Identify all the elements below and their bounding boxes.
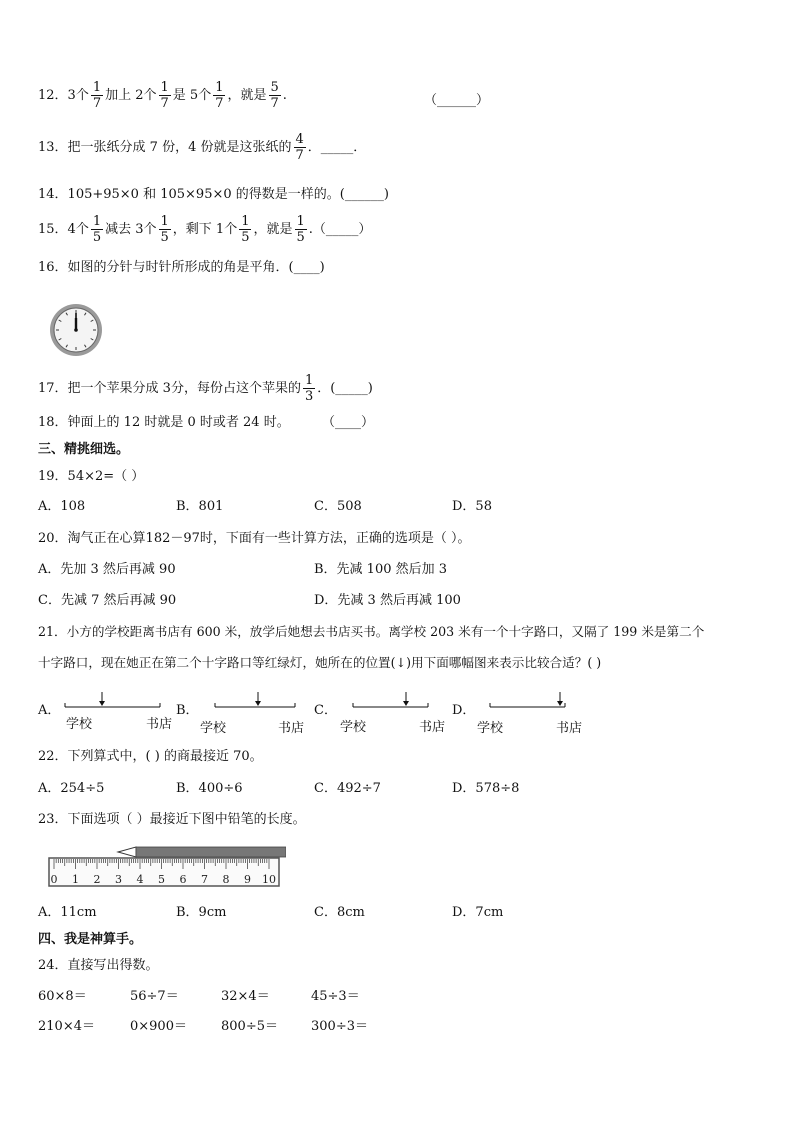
ruler-tick-label: 4 bbox=[136, 873, 144, 886]
q24-item: 45÷3＝ bbox=[311, 989, 360, 1004]
q20-option-d[interactable]: D．先减 3 然后再减 100 bbox=[314, 593, 461, 608]
q23-text: 下面选项（ ）最接近下图中铅笔的长度。 bbox=[67, 812, 306, 827]
q17-text: 把一个苹果分成 3分，每份占这个苹果的 bbox=[67, 381, 301, 396]
numerator: 4 bbox=[295, 132, 304, 147]
q21-c-school-label: 学校 bbox=[340, 720, 367, 735]
q12-text: ，就是 bbox=[227, 88, 267, 103]
q19-option-d[interactable]: D．58 bbox=[452, 499, 492, 514]
numerator: 1 bbox=[160, 214, 169, 229]
q15-text: 4个 bbox=[67, 222, 89, 237]
q12-text: 是 5个 bbox=[172, 88, 212, 103]
ruler-tick-label: 10 bbox=[262, 873, 276, 886]
question-14 bbox=[38, 186, 389, 204]
q20-text: 淘气正在心算182－97时，下面有一些计算方法，正确的选项是（ ）。 bbox=[67, 531, 471, 546]
q23-option-c[interactable]: C．8cm bbox=[314, 905, 365, 920]
denominator: 7 bbox=[295, 148, 304, 163]
ruler-tick-label: 8 bbox=[222, 873, 230, 886]
q21-diagram-a bbox=[60, 690, 170, 710]
q15-text: ，就是 bbox=[253, 222, 293, 237]
q24-item: 210×4＝ bbox=[38, 1019, 95, 1034]
q15-text: 减去 3个 bbox=[105, 222, 157, 237]
q21-option-a[interactable]: A． bbox=[38, 703, 61, 718]
q18-number: 18． bbox=[38, 415, 68, 430]
q21-c-store-label: 书店 bbox=[419, 720, 446, 735]
q21-diagram-d bbox=[485, 690, 595, 710]
q12-number: 12． bbox=[38, 88, 68, 103]
q17-number: 17． bbox=[38, 381, 68, 396]
q13-text: 把一张纸分成 7 份，4 份就是这张纸的 bbox=[67, 140, 292, 155]
question-21 bbox=[38, 623, 704, 641]
q18-text: 钟面上的 12 时就是 0 时或者 24 时。 bbox=[67, 415, 290, 430]
q16-number: 16． bbox=[38, 260, 68, 275]
arrow-down-icon bbox=[255, 701, 261, 706]
denominator: 5 bbox=[241, 230, 250, 245]
q12-text: 加上 2个 bbox=[105, 88, 157, 103]
q24-number: 24． bbox=[38, 958, 68, 973]
fraction bbox=[239, 214, 251, 245]
fraction bbox=[269, 80, 281, 111]
question-18 bbox=[38, 414, 290, 432]
question-12 bbox=[38, 80, 287, 111]
section-4-heading: 四、我是神算手。 bbox=[38, 932, 143, 947]
q22-text: 下列算式中，( ) 的商最接近 70。 bbox=[67, 749, 263, 764]
q20-number: 20． bbox=[38, 531, 68, 546]
q16-text: 如图的分针与时针所形成的角是平角．(____) bbox=[67, 260, 325, 275]
denominator: 7 bbox=[215, 96, 224, 111]
q15-number: 15． bbox=[38, 222, 68, 237]
ruler-tick-label: 6 bbox=[179, 873, 187, 886]
question-17 bbox=[38, 373, 373, 404]
numerator: 1 bbox=[92, 80, 102, 95]
ruler-with-pencil bbox=[46, 844, 286, 888]
q15-text: .（_____） bbox=[308, 222, 372, 237]
fraction bbox=[159, 80, 171, 111]
q21-diagram-c bbox=[348, 690, 458, 710]
question-20 bbox=[38, 530, 471, 548]
ruler-tick-label: 5 bbox=[158, 873, 165, 886]
q13-text: ．_____． bbox=[307, 140, 367, 155]
question-24 bbox=[38, 957, 159, 975]
q21-b-store-label: 书店 bbox=[278, 721, 305, 736]
q24-item: 60×8＝ bbox=[38, 989, 87, 1004]
q13-number: 13． bbox=[38, 140, 68, 155]
q21-number: 21． bbox=[38, 624, 67, 639]
q24-item: 300÷3＝ bbox=[311, 1019, 368, 1034]
ruler-tick-label: 9 bbox=[244, 873, 251, 886]
ruler-tick-label: 3 bbox=[115, 873, 122, 886]
fraction bbox=[91, 80, 103, 111]
q21-text-line1: 小方的学校距离书店有 600 米，放学后她想去书店买书。离学校 203 米有一个十字路口，又隔了 199 米是第二个 bbox=[66, 624, 705, 639]
q21-option-c[interactable]: C． bbox=[314, 703, 337, 718]
numerator: 1 bbox=[296, 214, 305, 229]
q12-answer-paren[interactable]: （______） bbox=[424, 93, 490, 108]
numerator: 1 bbox=[304, 373, 314, 388]
denominator: 5 bbox=[160, 230, 169, 245]
ruler-tick-label: 0 bbox=[50, 873, 58, 886]
q22-option-c[interactable]: C．492÷7 bbox=[314, 781, 381, 796]
arrow-down-icon bbox=[557, 701, 563, 706]
q21-d-school-label: 学校 bbox=[477, 721, 504, 736]
q24-item: 32×4＝ bbox=[221, 989, 270, 1004]
q12-text: 3个 bbox=[67, 88, 89, 103]
numerator: 1 bbox=[92, 214, 102, 229]
ruler-tick-label: 2 bbox=[93, 873, 101, 886]
clock-icon bbox=[48, 302, 104, 358]
numerator: 1 bbox=[241, 214, 250, 229]
q21-a-school-label: 学校 bbox=[66, 717, 93, 732]
q22-option-b[interactable]: B．400÷6 bbox=[176, 781, 243, 796]
q21-diagram-b bbox=[210, 690, 320, 710]
q21-d-store-label: 书店 bbox=[556, 721, 583, 736]
q17-text: ．(_____) bbox=[317, 381, 373, 396]
q23-option-b[interactable]: B．9cm bbox=[176, 905, 227, 920]
q21-option-d[interactable]: D． bbox=[452, 703, 476, 718]
question-23 bbox=[38, 811, 306, 829]
arrow-down-icon bbox=[403, 701, 409, 706]
q24-item: 800÷5＝ bbox=[221, 1019, 278, 1034]
q24-item: 56÷7＝ bbox=[130, 989, 179, 1004]
question-22 bbox=[38, 748, 263, 766]
q19-option-b[interactable]: B．801 bbox=[176, 499, 224, 514]
q19-text: 54×2=（ ） bbox=[67, 469, 145, 484]
q19-option-a[interactable]: A．108 bbox=[38, 499, 86, 514]
denominator: 7 bbox=[92, 96, 102, 111]
denominator: 5 bbox=[296, 230, 305, 245]
q15-text: ，剩下 1个 bbox=[172, 222, 238, 237]
denominator: 7 bbox=[270, 96, 279, 111]
question-13 bbox=[38, 132, 366, 163]
q14-number: 14． bbox=[38, 187, 68, 202]
pencil-body bbox=[136, 847, 286, 857]
question-16 bbox=[38, 259, 325, 277]
fraction bbox=[159, 214, 171, 245]
section-3-heading: 三、精挑细选。 bbox=[38, 442, 130, 457]
q22-number: 22． bbox=[38, 749, 68, 764]
fraction bbox=[294, 132, 306, 163]
q23-option-d[interactable]: D．7cm bbox=[452, 905, 504, 920]
q21-text-line2: 十字路口，现在她正在第二个十字路口等红绿灯，她所在的位置(↓)用下面哪幅图来表示比较合适？( ) bbox=[38, 655, 602, 670]
q21-b-school-label: 学校 bbox=[200, 721, 227, 736]
denominator: 5 bbox=[92, 230, 102, 245]
q21-option-b[interactable]: B． bbox=[176, 703, 199, 718]
q22-option-a[interactable]: A．254÷5 bbox=[38, 781, 105, 796]
question-19 bbox=[38, 468, 144, 486]
arrow-down-icon bbox=[99, 701, 105, 706]
q20-option-a[interactable]: A．先加 3 然后再减 90 bbox=[38, 562, 176, 577]
q14-text: 105+95×0 和 105×95×0 的得数是一样的。(______) bbox=[67, 187, 389, 202]
ruler-tick-label: 1 bbox=[72, 873, 79, 886]
q12-text: . bbox=[282, 88, 287, 103]
q23-option-a[interactable]: A．11cm bbox=[38, 905, 97, 920]
fraction bbox=[213, 80, 225, 111]
denominator: 3 bbox=[304, 389, 314, 404]
q20-option-c[interactable]: C．先减 7 然后再减 90 bbox=[38, 593, 177, 608]
pencil-tip-icon bbox=[118, 847, 136, 857]
q19-option-c[interactable]: C．508 bbox=[314, 499, 362, 514]
q24-text: 直接写出得数。 bbox=[67, 958, 159, 973]
q18-answer-paren[interactable]: （____） bbox=[322, 415, 375, 430]
denominator: 7 bbox=[160, 96, 169, 111]
q21-a-store-label: 书店 bbox=[146, 717, 173, 732]
fraction bbox=[303, 373, 315, 404]
ruler-tick-label: 7 bbox=[201, 873, 208, 886]
numerator: 5 bbox=[270, 80, 279, 95]
numerator: 1 bbox=[160, 80, 169, 95]
fraction bbox=[295, 214, 307, 245]
question-15 bbox=[38, 214, 371, 245]
q20-option-b[interactable]: B．先减 100 然后加 3 bbox=[314, 562, 448, 577]
q19-number: 19． bbox=[38, 469, 68, 484]
q22-option-d[interactable]: D．578÷8 bbox=[452, 781, 520, 796]
fraction bbox=[91, 214, 103, 245]
numerator: 1 bbox=[215, 80, 224, 95]
q23-number: 23． bbox=[38, 812, 68, 827]
q24-item: 0×900＝ bbox=[130, 1019, 187, 1034]
